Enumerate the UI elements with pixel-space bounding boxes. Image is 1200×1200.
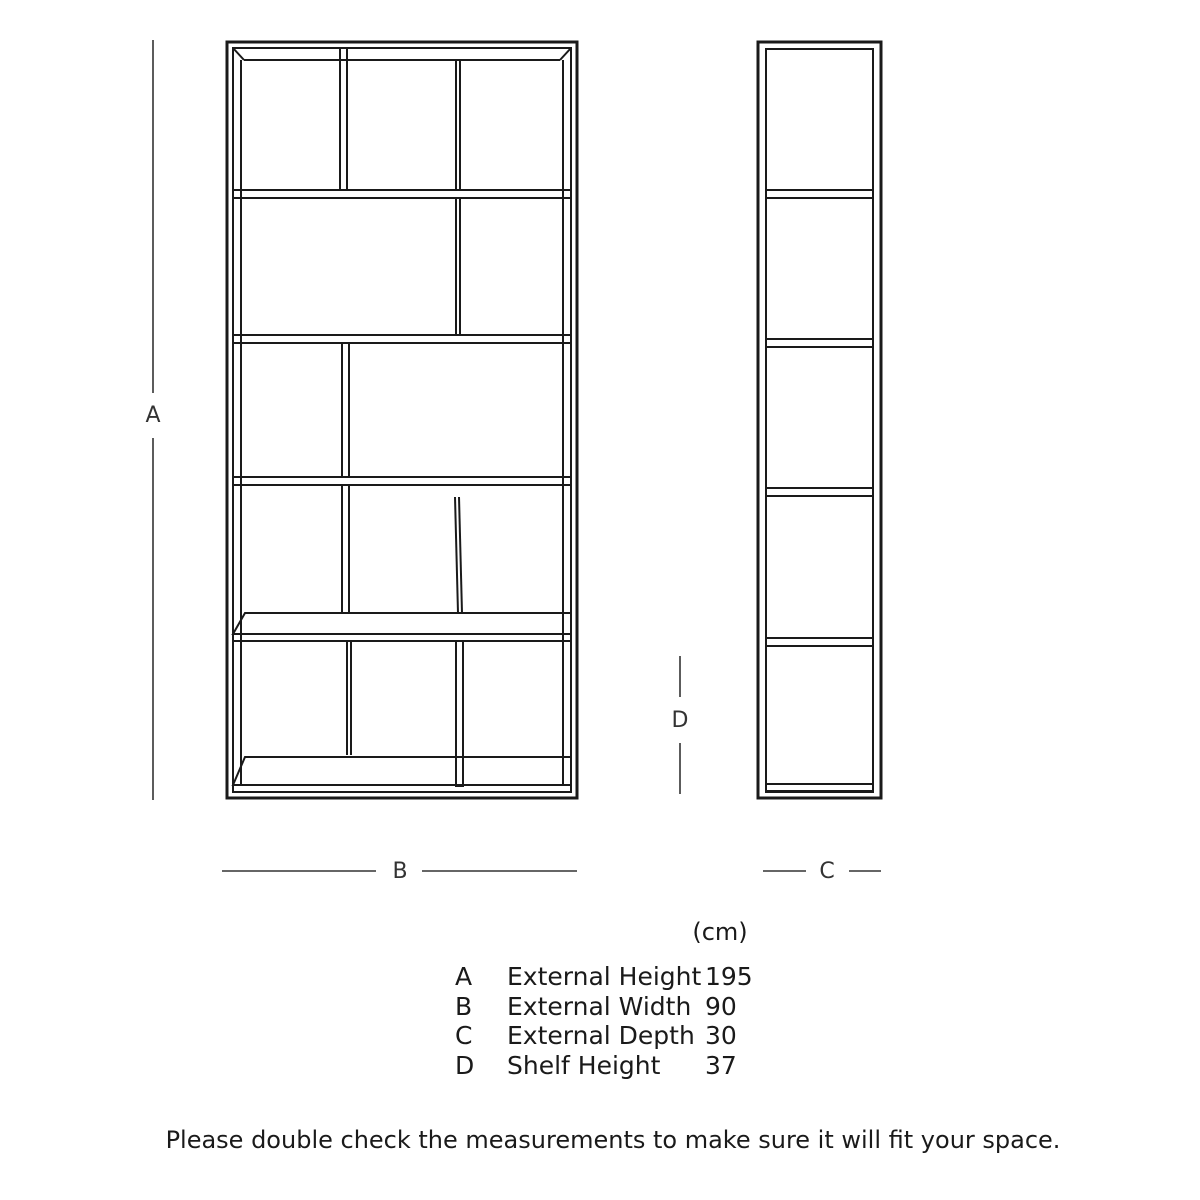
side-outer-frame bbox=[758, 42, 881, 798]
side-shelf bbox=[766, 339, 873, 347]
measurement-value: 90 bbox=[705, 991, 737, 1021]
front-divider bbox=[456, 641, 463, 786]
side-shelf bbox=[766, 488, 873, 496]
measurement-label: External Depth bbox=[507, 1021, 695, 1050]
measurement-key: C bbox=[455, 1021, 473, 1050]
measurement-key: B bbox=[455, 991, 473, 1021]
measurement-label: Shelf Height bbox=[507, 1050, 661, 1080]
measurement-key: A bbox=[455, 962, 473, 991]
front-divider bbox=[342, 343, 349, 477]
dimension-lines bbox=[153, 40, 881, 871]
front-outer-frame bbox=[227, 42, 577, 798]
measurement-key: D bbox=[455, 1050, 475, 1080]
measurement-row bbox=[455, 992, 765, 1022]
measurement-value: 37 bbox=[705, 1050, 737, 1080]
measurement-value: 30 bbox=[705, 1021, 737, 1050]
front-shelf bbox=[233, 477, 571, 485]
measurement-label: External Height bbox=[507, 962, 702, 991]
unit-label: (cm) bbox=[692, 918, 748, 946]
front-divider bbox=[340, 48, 347, 190]
front-divider bbox=[342, 485, 349, 613]
measurement-label: External Width bbox=[507, 991, 692, 1021]
front-shelf bbox=[233, 335, 571, 343]
side-view bbox=[758, 42, 881, 798]
front-bottom-shelf bbox=[233, 757, 571, 785]
measurement-row bbox=[455, 1021, 765, 1051]
side-shelf bbox=[766, 190, 873, 198]
side-shelf bbox=[766, 638, 873, 646]
dimension-label-c: C bbox=[819, 859, 835, 884]
front-inner-frame bbox=[233, 48, 571, 792]
side-inner-frame bbox=[766, 49, 873, 791]
measurement-row bbox=[455, 962, 765, 992]
front-shelf bbox=[233, 190, 571, 198]
front-shelf bbox=[233, 613, 571, 634]
dimension-label-a: A bbox=[145, 403, 161, 428]
measurement-value: 195 bbox=[705, 962, 753, 991]
fit-note: Please double check the measurements to make sure it will fit your space. bbox=[165, 1126, 1061, 1154]
front-view bbox=[227, 42, 577, 798]
dimension-label-b: B bbox=[392, 859, 408, 884]
measurement-row bbox=[455, 1051, 765, 1081]
dimension-label-d: D bbox=[671, 708, 689, 733]
measurements-table bbox=[455, 962, 765, 1080]
